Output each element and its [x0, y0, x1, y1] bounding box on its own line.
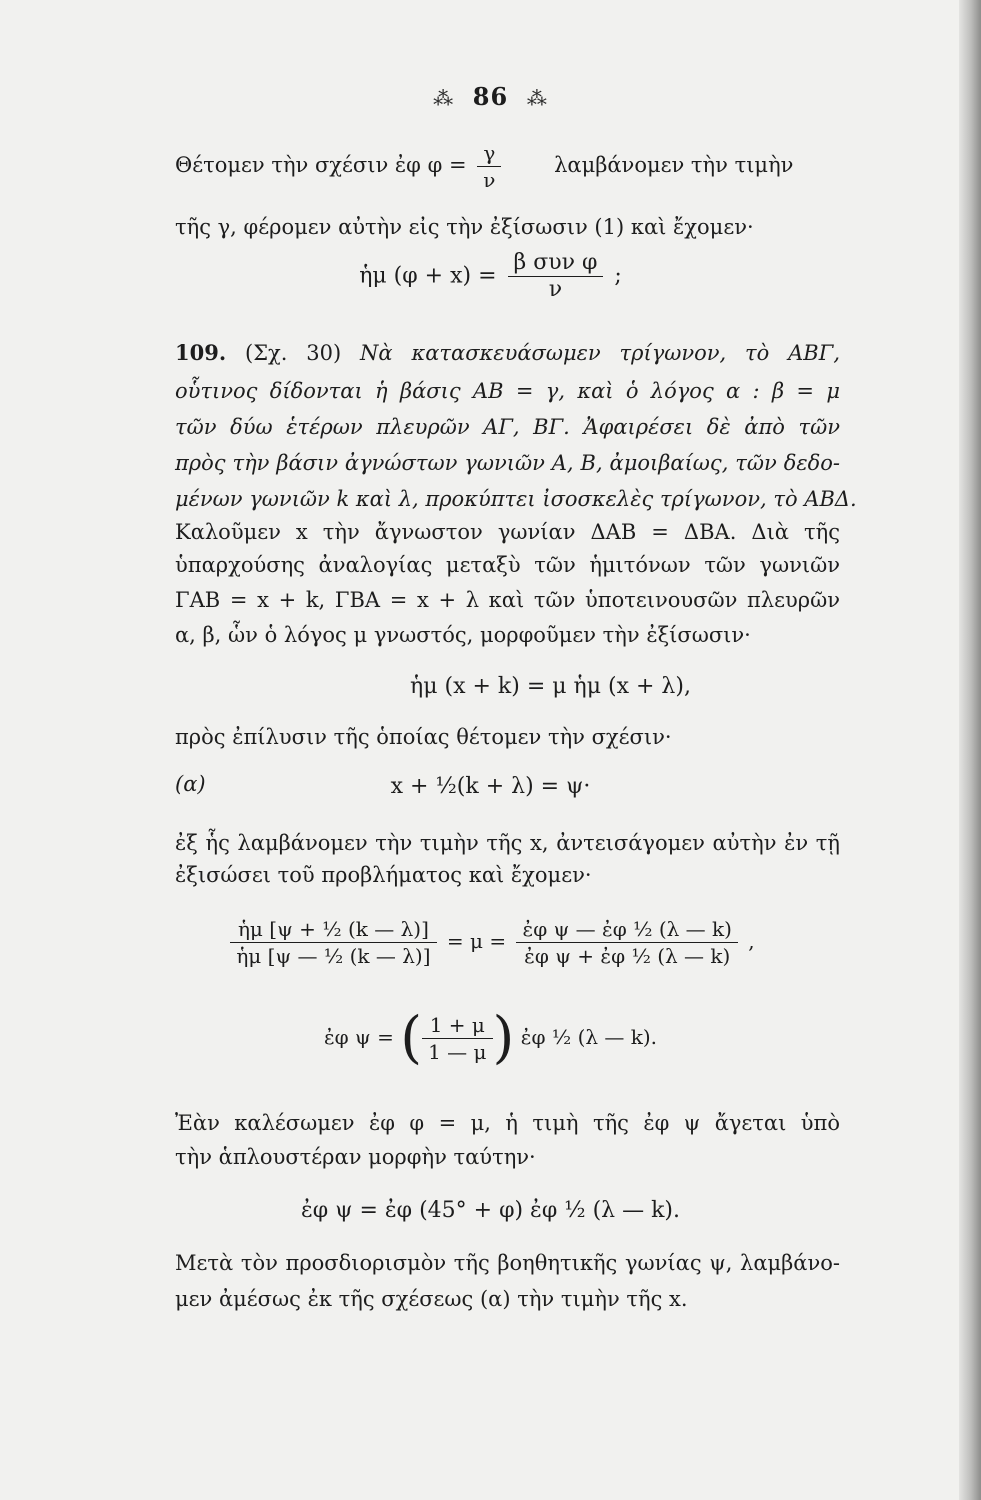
problem-109-line-2: οὗτινος δίδονται ἡ βάσις ΑΒ = γ, καὶ ὁ λόγος α : β = μ [175, 379, 840, 403]
text-line-1 [175, 140, 840, 193]
eq4-right-fraction [516, 916, 737, 969]
ornament-left: ⁂ [433, 86, 455, 110]
para-5-line-2: τὴν ἁπλουστέραν μορφὴν ταύτην· [175, 1145, 536, 1169]
eq4-right-denominator: ἐφ ψ + ἐφ ½ (λ — k) [524, 944, 731, 968]
para-2-line-4: α, β, ὧν ὁ λόγος μ γνωστός, μορφοῦμεν τὴν ἐξίσωσιν· [175, 623, 751, 647]
page-number: 86 [472, 82, 509, 111]
fraction-numerator: γ [477, 140, 501, 167]
eq5-left: ἐφ ψ = [323, 1025, 394, 1049]
problem-109-line-5: μένων γωνιῶν k καὶ λ, προκύπτει ἰσοσκελὲς τρίγωνον, τὸ ΑΒΔ. [175, 487, 857, 511]
fraction-gamma-nu [477, 140, 501, 193]
para-5-line-1: Ἐὰν καλέσωμεν ἐφ φ = μ, ἡ τιμὴ τῆς ἐφ ψ ἄγεται ὑπὸ [175, 1111, 840, 1135]
para-4-line-1: ἐξ ἧς λαμβάνομεν τὴν τιμὴν τῆς x, ἀντεισάγομεν αὐτὴν ἐν τῇ [175, 831, 840, 855]
eq5-close-paren: ) [492, 1005, 515, 1071]
eq4-middle: = μ = [446, 929, 507, 953]
equation-tag-alpha: (α) [175, 772, 206, 796]
eq1-denominator: ν [548, 277, 563, 302]
eq1-left: ἡμ (φ + x) = [359, 263, 497, 289]
page-edge-shadow [959, 0, 981, 1500]
eq4-left-denominator: ἡμ [ψ — ½ (k — λ)] [236, 944, 431, 968]
eq4-end: , [748, 929, 755, 953]
para-4-line-2: ἐξισώσει τοῦ προβλήματος καὶ ἔχομεν· [175, 863, 592, 887]
para-6-line-2: μεν ἀμέσως ἐκ τῆς σχέσεως (α) τὴν τιμὴν τῆς x. [175, 1287, 688, 1311]
problem-number: 109. [175, 340, 227, 365]
equation-3: x + ½(k + λ) = ψ· [390, 774, 591, 799]
text-line-1a: Θέτομεν τὴν σχέσιν ἐφ φ = [175, 153, 467, 177]
equation-2: ἡμ (x + k) = μ ἡμ (x + λ), [410, 674, 691, 699]
eq4-right-numerator: ἐφ ψ — ἐφ ½ (λ — k) [516, 916, 737, 943]
para-2-line-1: Καλοῦμεν x τὴν ἄγνωστον γωνίαν ΔΑΒ = ΔΒΑ. Διὰ τῆς [175, 520, 840, 544]
equation-5 [0, 1005, 981, 1071]
equation-6: ἐφ ψ = ἐφ (45° + φ) ἐφ ½ (λ — k). [301, 1198, 680, 1223]
figure-ref: (Σχ. 30) [245, 341, 342, 365]
para-2-line-2: ὑπαρχούσης ἀναλογίας μεταξὺ τῶν ἡμιτόνων τῶν γωνιῶν [175, 553, 840, 577]
para-2-line-3: ΓΑΒ = x + k, ΓΒΑ = x + λ καὶ τῶν ὑποτεινουσῶν πλευρῶν [175, 588, 840, 612]
para-6-line-1: Μετὰ τὸν προσδιορισμὸν τῆς βοηθητικῆς γωνίας ψ, λαμβάνο- [175, 1251, 840, 1275]
fraction-denominator: ν [483, 168, 496, 192]
eq5-fraction [422, 1012, 492, 1065]
eq4-left-fraction [230, 916, 436, 969]
equation-4 [0, 916, 981, 969]
ornament-right: ⁂ [526, 86, 548, 110]
equation-1 [0, 250, 981, 303]
text-line-2: τῆς γ, φέρομεν αὐτὴν εἰς τὴν ἐξίσωσιν (1) καὶ ἔχομεν· [175, 215, 754, 239]
eq4-left-numerator: ἡμ [ψ + ½ (k — λ)] [230, 916, 436, 943]
eq5-open-paren: ( [400, 1005, 423, 1071]
eq5-denominator: 1 — μ [428, 1040, 487, 1064]
problem-109-line-4: πρὸς τὴν βάσιν ἀγνώστων γωνιῶν Α, Β, ἀμοιβαίως, τῶν δεδο- [175, 451, 840, 475]
eq1-numerator: β συν φ [508, 250, 604, 277]
page-header [0, 82, 981, 111]
problem-109-line-1 [175, 338, 840, 368]
eq1-end: ; [614, 263, 622, 289]
para-3-line-1: πρὸς ἐπίλυσιν τῆς ὁποίας θέτομεν τὴν σχέσιν· [175, 725, 672, 749]
problem-109-text-1: Νὰ κατασκευάσωμεν τρίγωνον, τὸ ΑΒΓ, [360, 341, 840, 365]
eq1-fraction [508, 250, 604, 303]
eq5-numerator: 1 + μ [422, 1012, 492, 1039]
eq5-right: ἐφ ½ (λ — k). [520, 1025, 658, 1049]
text-line-1b: λαμβάνομεν τὴν τιμὴν [554, 153, 794, 177]
problem-109-line-3: τῶν δύω ἑτέρων πλευρῶν ΑΓ, ΒΓ. Ἀφαιρέσει δὲ ἀπὸ τῶν [175, 415, 840, 439]
